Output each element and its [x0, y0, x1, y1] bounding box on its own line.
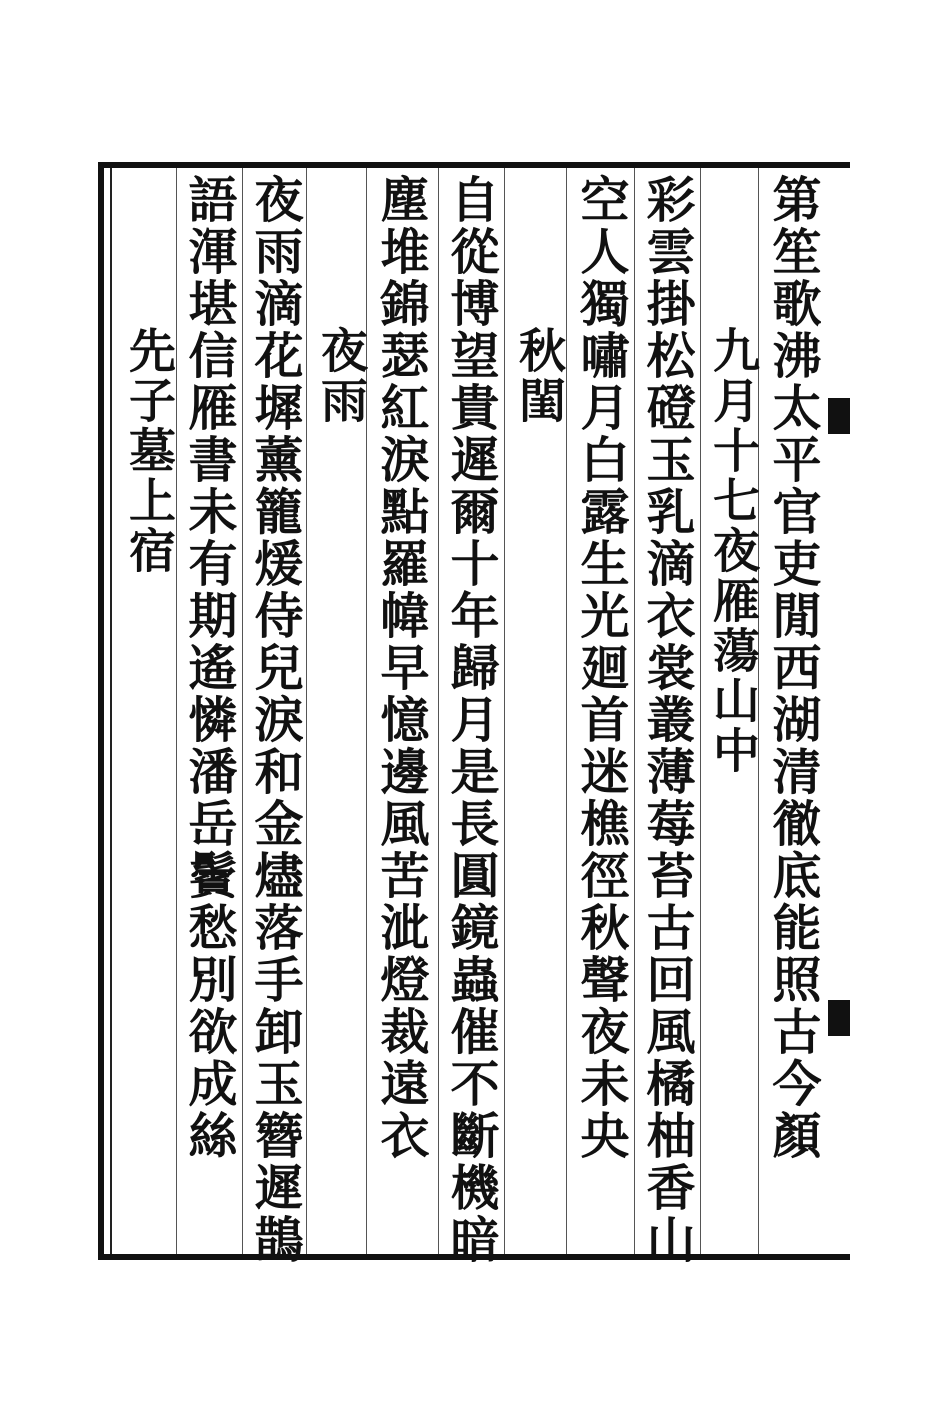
frame-left-border — [98, 162, 104, 1260]
poem-title: 先子墓上宿 — [121, 326, 176, 576]
text-column: 自從博望貴遲爾十年歸月是長圓鏡蟲催不斷機暗 — [443, 174, 501, 1266]
column-rule — [242, 168, 243, 1254]
column-rule — [700, 168, 701, 1254]
text-column: 夜雨滴花墀薰籠煖侍兒淚和金燼落手卸玉簪遲鵲 — [247, 174, 305, 1266]
fishtail-mark — [828, 398, 850, 434]
column-rule — [438, 168, 439, 1254]
column-rule — [634, 168, 635, 1254]
frame-left-inner-rule — [110, 168, 112, 1254]
frame-top-border — [98, 162, 850, 168]
text-column: 語渾堪信雁書未有期遙憐潘岳鬢愁別欲成絲 — [181, 174, 239, 1162]
text-column: 塵堆錦瑟紅淚點羅幃早憶邊風苦泚燈裁遠衣 — [373, 174, 431, 1162]
text-column: 空人獨嘯月白露生光廻首迷樵徑秋聲夜未央 — [573, 174, 631, 1162]
column-rule — [504, 168, 505, 1254]
text-column: 第笙歌沸太平官吏閒西湖清徹底能照古今顏 — [765, 174, 823, 1162]
margin-strip — [826, 168, 850, 1254]
poem-title: 秋閨 — [511, 326, 566, 426]
column-rule — [306, 168, 307, 1254]
poem-title: 夜雨 — [313, 326, 368, 426]
text-column: 彩雲掛松磴玉乳滴衣裳叢薄莓苔古回風橘柚香山 — [639, 174, 697, 1266]
fishtail-mark — [828, 1000, 850, 1036]
poem-title: 九月十七夜雁蕩山中 — [705, 326, 760, 776]
